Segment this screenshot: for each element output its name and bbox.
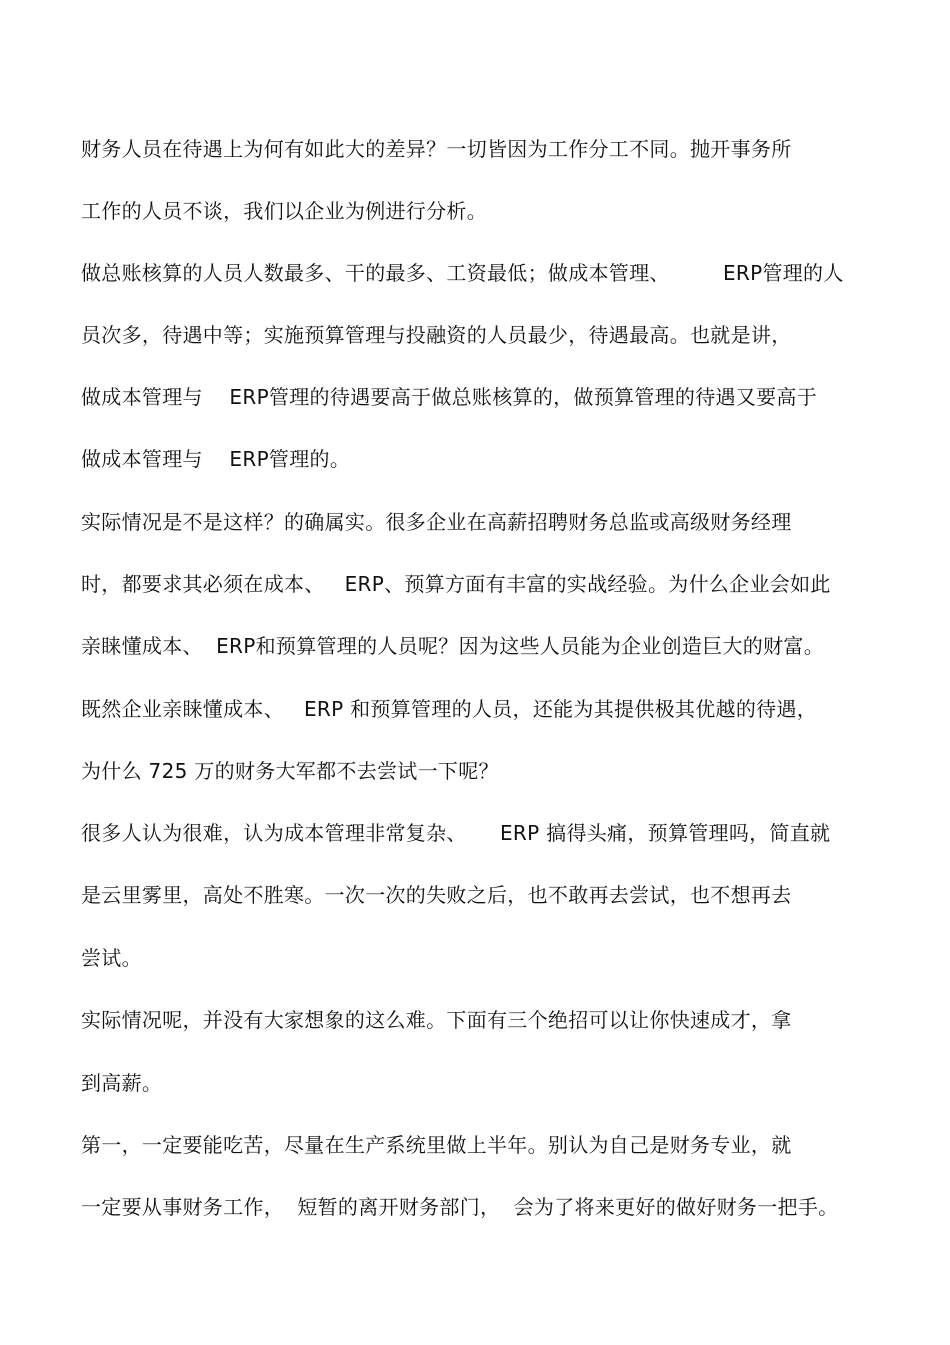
paragraph-2-line-2: 员次多，待遇中等；实施预算管理与投融资的人员最少，待遇最高。也就是讲，	[81, 323, 792, 347]
paragraph-1-line-1: 财务人员在待遇上为何有如此大的差异？一切皆因为工作分工不同。抛开事务所	[81, 137, 792, 161]
paragraph-3-line-5: 为什么 725 万的财务大军都不去尝试一下呢？	[81, 759, 499, 783]
paragraph-2-line-4: 做成本管理与 ERP管理的。	[81, 447, 351, 471]
paragraph-3-line-2: 时，都要求其必须在成本、 ERP、预算方面有丰富的实战经验。为什么企业会如此	[81, 572, 831, 596]
paragraph-4-line-3: 尝试。	[81, 946, 142, 970]
paragraph-3-line-1: 实际情况是不是这样？的确属实。很多企业在高薪招聘财务总监或高级财务经理	[81, 510, 792, 534]
paragraph-6-line-2: 一定要从事财务工作， 短暂的离开财务部门， 会为了将来更好的做好财务一把手。	[81, 1195, 839, 1219]
paragraph-3-line-3: 亲睐懂成本、 ERP和预算管理的人员呢？因为这些人员能为企业创造巨大的财富。	[81, 634, 825, 658]
paragraph-5-line-2: 到高薪。	[81, 1071, 163, 1095]
paragraph-6-line-1: 第一，一定要能吃苦，尽量在生产系统里做上半年。别认为自己是财务专业，就	[81, 1133, 792, 1157]
paragraph-2-line-3: 做成本管理与 ERP管理的待遇要高于做总账核算的，做预算管理的待遇又要高于	[81, 385, 818, 409]
paragraph-4-line-1: 很多人认为很难，认为成本管理非常复杂、 ERP 搞得头痛，预算管理吗，简直就	[81, 821, 831, 845]
paragraph-2-line-1: 做总账核算的人员人数最多、干的最多、工资最低；做成本管理、 ERP管理的人	[81, 261, 844, 285]
paragraph-4-line-2: 是云里雾里，高处不胜寒。一次一次的失败之后，也不敢再去尝试，也不想再去	[81, 883, 792, 907]
paragraph-1-line-2: 工作的人员不谈，我们以企业为例进行分析。	[81, 199, 487, 223]
paragraph-5-line-1: 实际情况呢，并没有大家想象的这么难。下面有三个绝招可以让你快速成才，拿	[81, 1008, 792, 1032]
paragraph-3-line-4: 既然企业亲睐懂成本、 ERP 和预算管理的人员，还能为其提供极其优越的待遇，	[81, 697, 818, 721]
